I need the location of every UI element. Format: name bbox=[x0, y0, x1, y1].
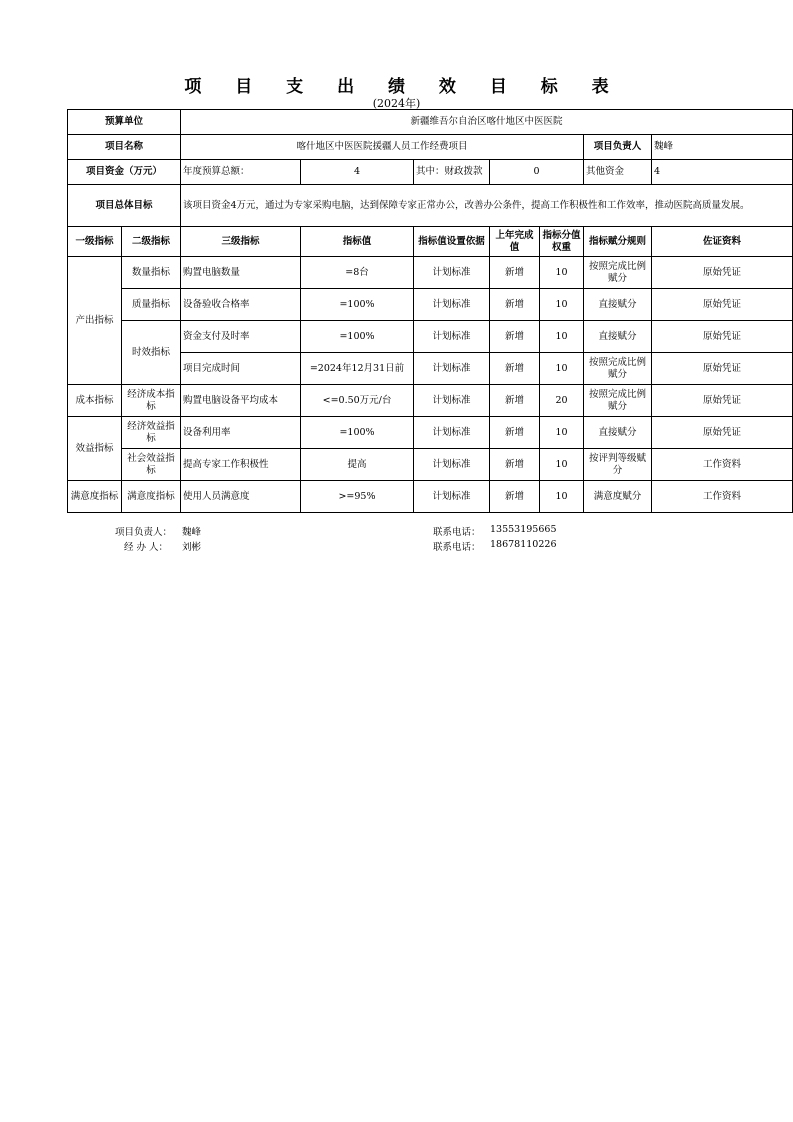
row-rule: 直接赋分 bbox=[584, 289, 652, 321]
footer-handler-label: 经 办 人： bbox=[124, 542, 169, 553]
row-rule: 按照完成比例赋分 bbox=[584, 353, 652, 385]
funds-label: 项目资金（万元） bbox=[68, 160, 181, 185]
footer-manager-phone-label: 联系电话： bbox=[433, 527, 481, 538]
row-value: =100% bbox=[301, 321, 414, 353]
row-rule: 直接赋分 bbox=[584, 417, 652, 449]
row-prev: 新增 bbox=[490, 257, 540, 289]
performance-target-table bbox=[67, 109, 793, 513]
overall-goal-text: 该项目资金4万元，通过为专家采购电脑，达到保障专家正常办公，改善办公条件，提高工作积极性和工作效率，推动医院高质量发展。 bbox=[181, 185, 793, 227]
row-rule: 按照完成比例赋分 bbox=[584, 385, 652, 417]
row-weight: 10 bbox=[540, 257, 584, 289]
col-header-value: 指标值 bbox=[301, 227, 414, 257]
level2-economic-cost: 经济成本指标 bbox=[122, 385, 181, 417]
row-prev: 新增 bbox=[490, 385, 540, 417]
row-evidence: 原始凭证 bbox=[652, 353, 793, 385]
row-prev: 新增 bbox=[490, 353, 540, 385]
row-evidence: 原始凭证 bbox=[652, 385, 793, 417]
project-manager-value: 魏峰 bbox=[652, 135, 793, 160]
footer-manager-label: 项目负责人： bbox=[115, 527, 173, 538]
row-name: 资金支付及时率 bbox=[181, 321, 301, 353]
overall-goal-label: 项目总体目标 bbox=[68, 185, 181, 227]
col-header-level1: 一级指标 bbox=[68, 227, 122, 257]
row-prev: 新增 bbox=[490, 417, 540, 449]
row-value: 提高 bbox=[301, 449, 414, 481]
row-value: =8台 bbox=[301, 257, 414, 289]
project-name-value: 喀什地区中医医院援疆人员工作经费项目 bbox=[181, 135, 584, 160]
row-evidence: 工作资料 bbox=[652, 449, 793, 481]
col-header-weight: 指标分值权重 bbox=[540, 227, 584, 257]
row-weight: 10 bbox=[540, 417, 584, 449]
level1-benefit: 效益指标 bbox=[68, 417, 122, 481]
row-basis: 计划标准 bbox=[414, 385, 490, 417]
budget-unit-value: 新疆维吾尔自治区喀什地区中医医院 bbox=[181, 110, 793, 135]
project-name-label: 项目名称 bbox=[68, 135, 181, 160]
annual-total-value: 4 bbox=[301, 160, 414, 185]
row-weight: 10 bbox=[540, 321, 584, 353]
row-prev: 新增 bbox=[490, 449, 540, 481]
row-prev: 新增 bbox=[490, 289, 540, 321]
col-header-evidence: 佐证资料 bbox=[652, 227, 793, 257]
col-header-level2: 二级指标 bbox=[122, 227, 181, 257]
level1-cost: 成本指标 bbox=[68, 385, 122, 417]
row-rule: 满意度赋分 bbox=[584, 481, 652, 513]
row-rule: 直接赋分 bbox=[584, 321, 652, 353]
row-name: 购置电脑设备平均成本 bbox=[181, 385, 301, 417]
level2-satisfaction: 满意度指标 bbox=[122, 481, 181, 513]
fiscal-value: 0 bbox=[490, 160, 584, 185]
row-value: <=0.50万元/台 bbox=[301, 385, 414, 417]
fiscal-label: 其中：财政拨款 bbox=[414, 160, 490, 185]
row-value: >=95% bbox=[301, 481, 414, 513]
col-header-basis: 指标值设置依据 bbox=[414, 227, 490, 257]
project-manager-label: 项目负责人 bbox=[584, 135, 652, 160]
row-value: =2024年12月31日前 bbox=[301, 353, 414, 385]
row-name: 使用人员满意度 bbox=[181, 481, 301, 513]
row-name: 提高专家工作积极性 bbox=[181, 449, 301, 481]
row-prev: 新增 bbox=[490, 321, 540, 353]
row-evidence: 原始凭证 bbox=[652, 417, 793, 449]
row-evidence: 原始凭证 bbox=[652, 289, 793, 321]
row-prev: 新增 bbox=[490, 481, 540, 513]
row-weight: 20 bbox=[540, 385, 584, 417]
row-name: 设备验收合格率 bbox=[181, 289, 301, 321]
row-weight: 10 bbox=[540, 353, 584, 385]
row-weight: 10 bbox=[540, 481, 584, 513]
row-rule: 按照完成比例赋分 bbox=[584, 257, 652, 289]
footer-handler-name: 刘彬 bbox=[182, 542, 202, 553]
col-header-prev: 上年完成值 bbox=[490, 227, 540, 257]
other-funds-value: 4 bbox=[652, 160, 793, 185]
col-header-rule: 指标赋分规则 bbox=[584, 227, 652, 257]
row-rule: 按评判等级赋分 bbox=[584, 449, 652, 481]
row-name: 项目完成时间 bbox=[181, 353, 301, 385]
footer-manager-phone: 13553195665 bbox=[490, 524, 557, 535]
row-basis: 计划标准 bbox=[414, 321, 490, 353]
level1-satisfaction: 满意度指标 bbox=[68, 481, 122, 513]
row-basis: 计划标准 bbox=[414, 353, 490, 385]
budget-unit-label: 预算单位 bbox=[68, 110, 181, 135]
row-weight: 10 bbox=[540, 289, 584, 321]
level2-quantity: 数量指标 bbox=[122, 257, 181, 289]
row-basis: 计划标准 bbox=[414, 481, 490, 513]
row-basis: 计划标准 bbox=[414, 417, 490, 449]
year-subtitle: (2024年) bbox=[372, 97, 421, 110]
level2-timeliness: 时效指标 bbox=[122, 321, 181, 385]
row-basis: 计划标准 bbox=[414, 449, 490, 481]
row-value: =100% bbox=[301, 417, 414, 449]
footer-handler-phone: 18678110226 bbox=[490, 539, 557, 550]
row-evidence: 工作资料 bbox=[652, 481, 793, 513]
row-name: 购置电脑数量 bbox=[181, 257, 301, 289]
footer-manager-name: 魏峰 bbox=[182, 527, 202, 538]
row-value: =100% bbox=[301, 289, 414, 321]
row-name: 设备利用率 bbox=[181, 417, 301, 449]
row-evidence: 原始凭证 bbox=[652, 257, 793, 289]
col-header-level3: 三级指标 bbox=[181, 227, 301, 257]
row-weight: 10 bbox=[540, 449, 584, 481]
other-funds-label: 其他资金 bbox=[584, 160, 652, 185]
row-basis: 计划标准 bbox=[414, 257, 490, 289]
annual-total-label: 年度预算总额： bbox=[181, 160, 301, 185]
footer-handler-phone-label: 联系电话： bbox=[433, 542, 481, 553]
level2-quality: 质量指标 bbox=[122, 289, 181, 321]
level1-output: 产出指标 bbox=[68, 257, 122, 385]
level2-social-benefit: 社会效益指标 bbox=[122, 449, 181, 481]
row-basis: 计划标准 bbox=[414, 289, 490, 321]
level2-economic-benefit: 经济效益指标 bbox=[122, 417, 181, 449]
page-title: 项 目 支 出 绩 效 目 标 表 bbox=[184, 77, 623, 97]
row-evidence: 原始凭证 bbox=[652, 321, 793, 353]
